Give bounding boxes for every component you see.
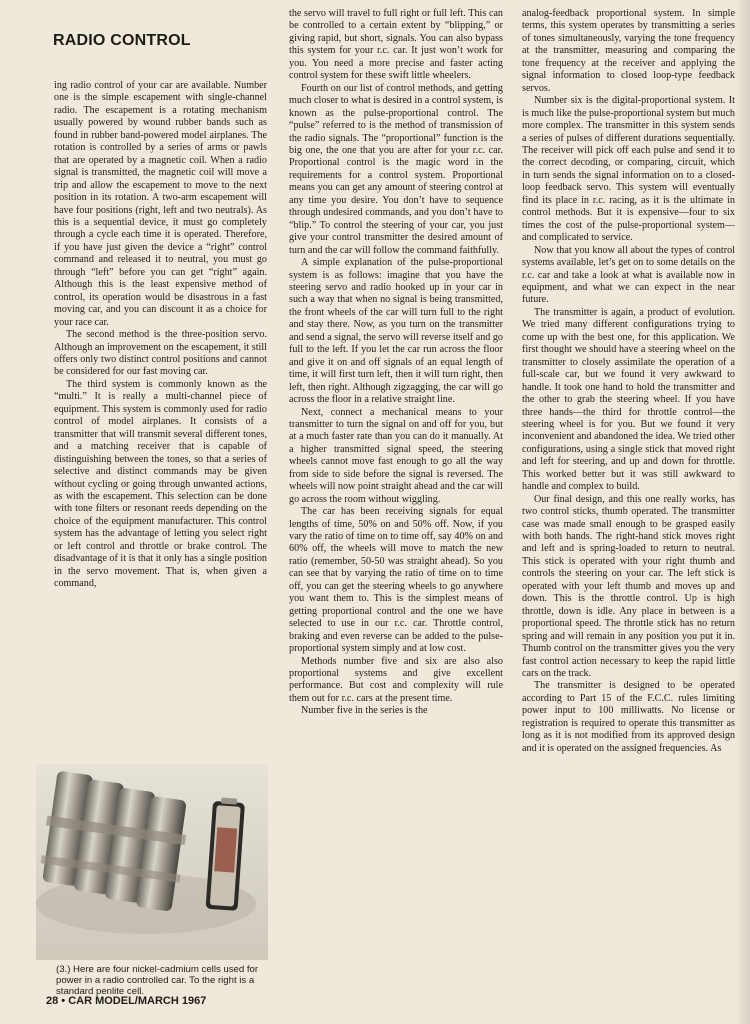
paragraph: Our final design, and this one really works, has two control sticks, thumb operated. The transmitter case was made small enough to be grasped easily with both hands. The right-hand stick moves right and left and is spring-loaded to return to neutral. This stick is operated with your right thumb and controls the steering on your car. The left stick is operated with your left thumb and moves up and down. This is the throttle control. Up is high throttle, down is idle. Any place in between is a proportional speed. The throttle stick has no return spring and will remain in any position you put it in. Thumb control on the transmitter gives you the very fast control action necessary to keep the rapid little cars on the track.: [522, 493, 735, 680]
paragraph: Number six is the digital-proportional system. It is much like the pulse-proportional system but much more complex. The transmitter in this system sends a series of pulses of different durations sequentially. The receiver will pick off each pulse and send it to the correct decoding, or comparing, circuit, which in turn sends the signal information on to a closed-loop feedback servo. This system will eventually find its place in r.c. racing, as it is the ultimate in control methods. But it is expensive—four to six times the cost of the pulse-proportional system—and complicated to service.: [522, 95, 735, 244]
paragraph: A simple explanation of the pulse-proportional system is as follows: imagine that you have the steering servo and radio hooked up in your car in such a way that when no signal is being transmitted, the front wheels of the car will turn full to the right and stay there. Now, as you turn on the transmitter and send a signal, the servo will reverse itself and go full to the left. If you let the car run across the floor and give it on and off signals of an equal length of time, it will first turn left, then it will turn right, then left, then right. Although zigzagging, the car will go across the floor in a relative straight line.: [289, 257, 503, 406]
battery-photo-illustration: [36, 764, 268, 960]
paragraph: Next, connect a mechanical means to your transmitter to turn the signal on and off for you, but at a much faster rate than you can do it manually. At a higher transmitted signal speed, the steering wheels cannot move fast enough to go all the way from side to side before the signal is reversed. The wheels will now point straight ahead and the car will go across the room without wiggling.: [289, 406, 503, 505]
paragraph: The transmitter is again, a product of evolution. We tried many different configurations trying to come up with the best one, for this application. We first thought we should have a steering wheel on the transmitter to closely assimilate the operation of a full-scale car, but we found it very awkward to handle. It took one hand to hold the transmitter and the other to grab the steering wheel. If you have three hands—the third for throttle control—the steering wheel is for you. But we found it very inconvenient and abandoned the idea. We tried other configurations, using a single stick that moved right and left for steering, and up and down for throttle. This worked better but it was still awkward to handle and complex to build.: [522, 306, 735, 493]
paragraph: Methods number five and six are also also proportional systems and give excellent performance. But cost and complexity will rule them out for r.c. cars at the present time.: [289, 655, 503, 704]
paragraph: ing radio control of your car are available. Number one is the simple escapement with single-channel radio. The escapement is a rotating mechanism usually powered by wound rubber bands such as found in rubber band-powered model airplanes. The rotation is controlled by a series of arms or pawls that are operated by a magnetic coil. When a radio signal is transmitted, the magnetic coil will move a trip and allow the escapement to move to the next position in its rotation. A two-arm escapement will have four positions (right, left and two neutrals). As this is a sequential device, it must go completely through a cycle each time it is operated. Therefore, if you have just given the device a “right” control command and released it to neutral, you must go through “left” before you can get “right” again. Although this is the least expensive method of control, its operation would be disastrous in a fast moving car, and you can discount it as a choice for your race car.: [54, 80, 267, 328]
paragraph: The transmitter is designed to be operated according to Part 15 of the F.C.C. rules limiting power input to 100 milliwatts. No license or registration is required to operate this transmitter as long as it is not modified from its approved design and it is operated on the assigned frequencies. As: [522, 680, 735, 754]
paragraph: Fourth on our list of control methods, and getting much closer to what is desired in a control system, is known as the pulse-proportional control. The “pulse” referred to is the method of transmission of the radio signals. The “proportional” function is the big one, the one that you are after for your r.c. car. Proportional control is the magic word in the requirements for a control system. Proportional means you can get any amount of steering control at any time you desire. You don’t have to sequence through undesired commands, and you don’t have to “blip.” To control the steering of your car, you just give your control transmitter the desired amount of turn and the car will follow the command faithfully.: [289, 82, 503, 256]
photo-caption: (3.) Here are four nickel-cadmium cells used for power in a radio controlled car. To the right is a standard penlite cell.: [56, 964, 259, 998]
section-title: RADIO CONTROL: [53, 32, 191, 49]
battery-cells-photo: [36, 764, 268, 960]
article-column-1: [54, 80, 267, 762]
paragraph: The car has been receiving signals for equal lengths of time, 50% on and 50% off. Now, if you vary the ratio of time on to time off, say 40% on and 60% off, the wheels will move to match the new ratio (remember, 50-50 was straight ahead). So you can see that by varying the ratio of time on to time off, you can get the steering wheels to go anywhere you want them to. This is the simplest means of getting proportional control and the one we have selected to use in our r.c. car. Throttle control, braking and even reverse can be added to the pulse-proportional system simply and at low cost.: [289, 506, 503, 655]
paragraph: the servo will travel to full right or full left. This can be controlled to a certain extent by “blipping,” or giving rapid, but short, signals. You can also bypass this system for your r.c. car. It just won’t work for you. You need a more precise and faster acting control system for these swift little wheelers.: [289, 8, 503, 82]
page-folio: 28 • CAR MODEL/MARCH 1967: [46, 995, 207, 1007]
paragraph: analog-feedback proportional system. In simple terms, this system operates by transmitting a series of tones simultaneously, varying the tone frequency at the transmitter, measuring and comparing the tone frequency at the receiver and applying the signal information to closed loop-type feedback servos.: [522, 8, 735, 94]
paragraph: The second method is the three-position servo. Although an improvement on the escapement, it still offers only two distinct control positions and cannot be considered for our fast moving car.: [54, 329, 267, 378]
paragraph: The third system is commonly known as the “multi.” It is really a multi-channel piece of equipment. This system is commonly used for radio control of model airplanes. It consists of a transmitter that will transmit several different tones, and a matching receiver that is capable of distinguishing between the tones, so that a series of selective and distinct commands may be given without cycling or going through unwanted actions, as with the escapement. This selection can be done with tone filters or resonant reeds depending on the choice of the equipment manufacturer. This control system has the advantage of letting you select right or left control and throttle or brake control. The disadvantage of it is that it only has a single position in the servo movement. That is, when given a command,: [54, 378, 267, 590]
paragraph: Now that you know all about the types of control systems available, let’s get on to some details on the r.c. car and take a look at what is available now in equipment, and what we can expect in the near future.: [522, 244, 735, 306]
paragraph: Number five in the series is the: [301, 705, 428, 717]
article-column-3: [522, 8, 735, 988]
article-column-2: [289, 8, 503, 1008]
page-edge-shadow: [736, 0, 750, 1024]
